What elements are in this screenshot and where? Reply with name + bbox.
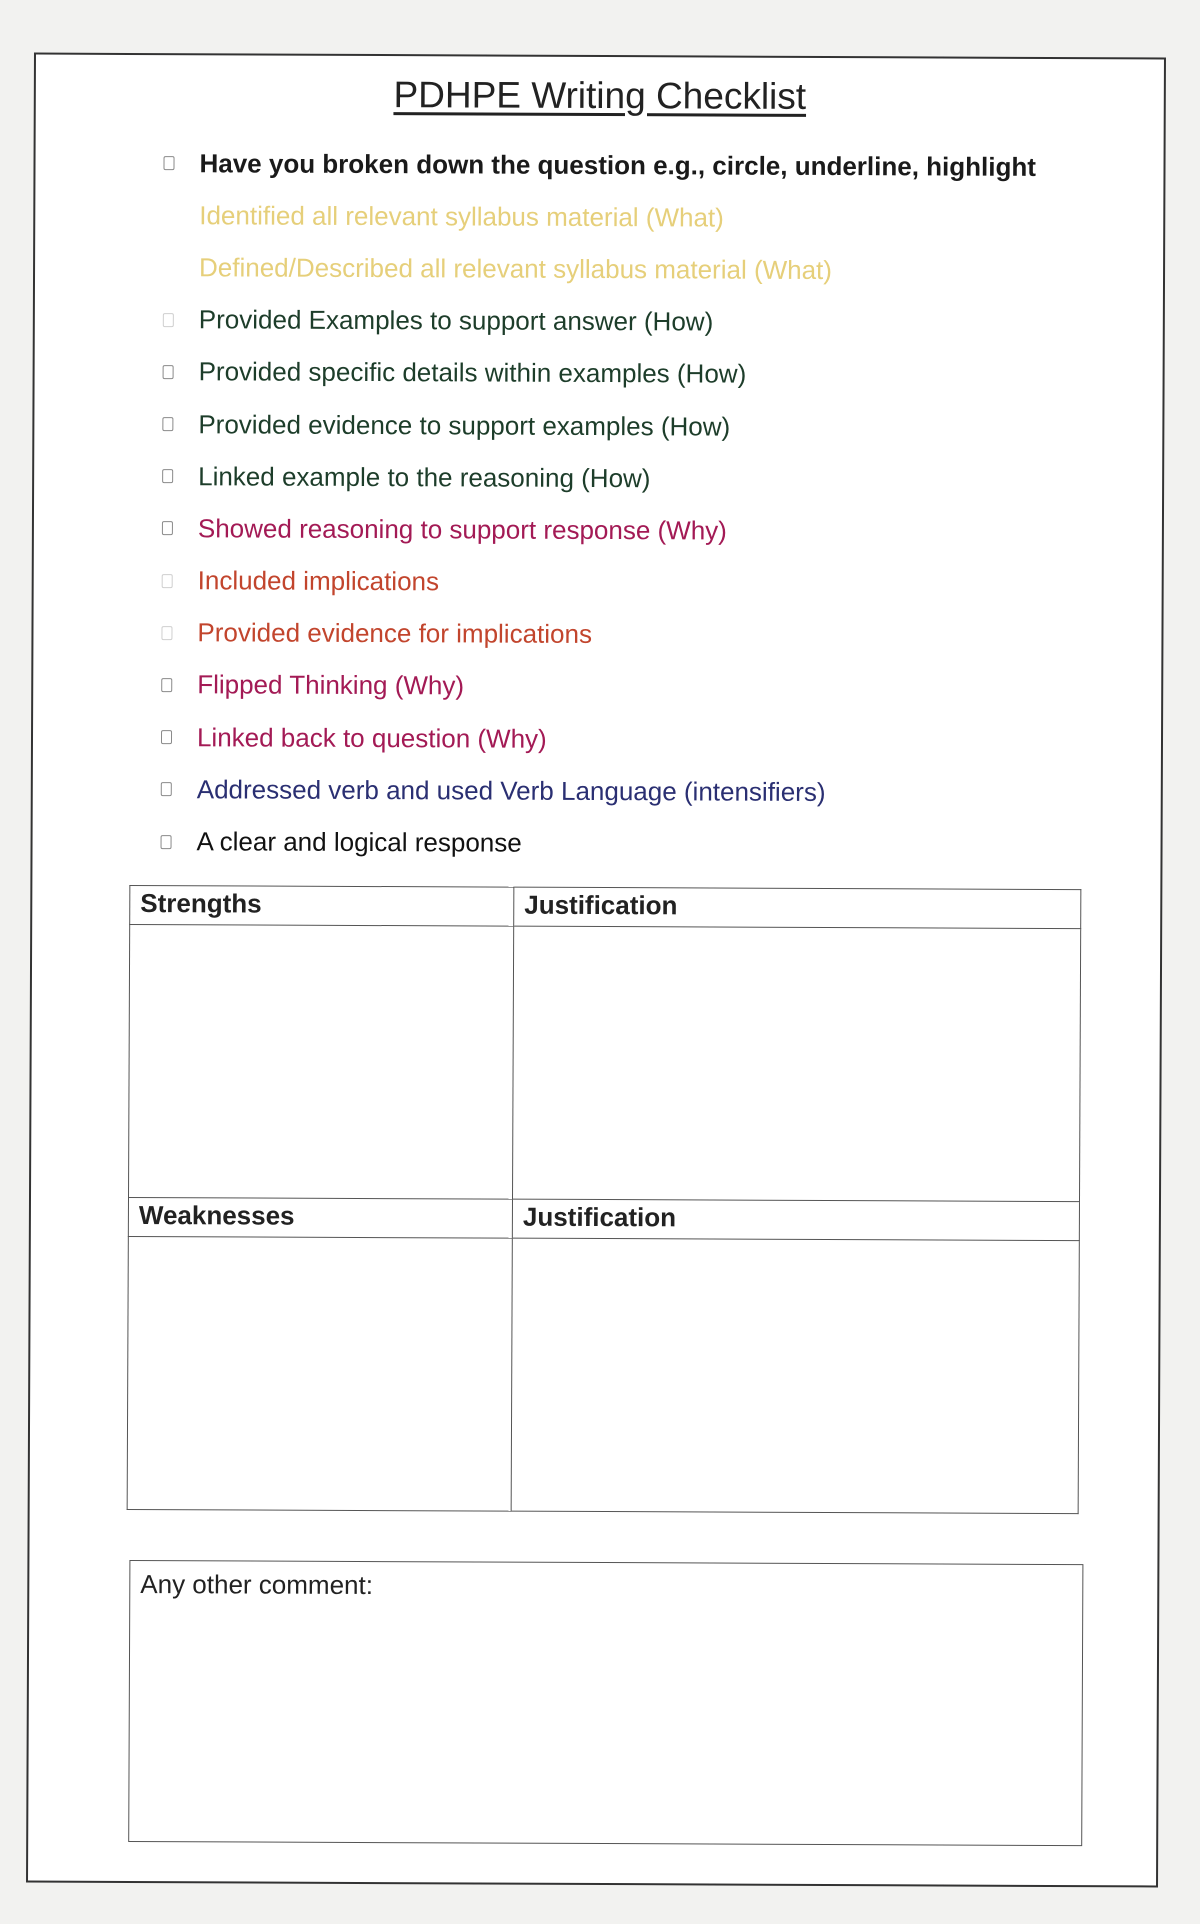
checklist-item	[160, 816, 1080, 872]
checklist-item-label: Addressed verb and used Verb Language (intensifiers)	[196, 774, 826, 807]
checklist-item	[162, 450, 1082, 506]
weaknesses-justification-header: Justification	[512, 1199, 1079, 1241]
worksheet-page	[26, 53, 1166, 1888]
checklist-item-label: Identified all relevant syllabus material (What)	[199, 200, 724, 233]
checkbox[interactable]	[162, 417, 173, 431]
strengths-justification-header: Justification	[514, 887, 1081, 929]
checklist-item-label: Provided evidence to support examples (How)	[198, 408, 731, 442]
checklist-item	[163, 189, 1083, 245]
checklist-item	[162, 398, 1082, 454]
checkbox[interactable]	[161, 730, 172, 744]
checklist-item	[163, 294, 1083, 350]
checklist-item-label: Defined/Described all relevant syllabus material (What)	[198, 252, 833, 285]
strengths-justification-cell[interactable]	[512, 926, 1080, 1201]
checklist-item	[162, 502, 1082, 558]
checklist-item-label: Linked back to question (Why)	[196, 721, 547, 754]
checkbox[interactable]	[162, 469, 173, 483]
comment-label: Any other comment:	[140, 1569, 374, 1601]
checkbox[interactable]	[163, 156, 174, 170]
checklist-item-label: Showed reasoning to support response (Why)	[197, 513, 727, 546]
checkbox[interactable]	[162, 522, 173, 536]
strengths-header: Strengths	[130, 885, 514, 926]
writing-checklist	[160, 137, 1083, 872]
checkbox[interactable]	[163, 365, 174, 379]
checkbox[interactable]	[162, 574, 173, 588]
checklist-item	[161, 659, 1081, 715]
page-title: PDHPE Writing Checklist	[393, 74, 807, 117]
checklist-item-label: Linked example to the reasoning (How)	[198, 460, 651, 493]
checklist-item	[161, 763, 1081, 819]
checkbox[interactable]	[161, 835, 172, 849]
checklist-item-label: A clear and logical response	[196, 826, 522, 858]
checkbox[interactable]	[161, 782, 172, 796]
checklist-item-label: Provided Examples to support answer (How)	[198, 304, 714, 337]
checklist-item-label: Flipped Thinking (Why)	[197, 669, 465, 701]
checkbox[interactable]	[163, 313, 174, 327]
strengths-weaknesses-table	[127, 885, 1082, 1514]
checklist-item-label: Provided evidence for implications	[197, 617, 593, 650]
checklist-item	[161, 711, 1081, 767]
checklist-item-label: Included implications	[197, 565, 440, 597]
weaknesses-header: Weaknesses	[128, 1197, 512, 1238]
weaknesses-justification-cell[interactable]	[511, 1238, 1079, 1513]
weaknesses-cell[interactable]	[127, 1237, 512, 1511]
checklist-item	[163, 241, 1083, 297]
checklist-item	[163, 137, 1083, 193]
checklist-item	[162, 555, 1082, 611]
strengths-cell[interactable]	[129, 925, 514, 1199]
checkbox[interactable]	[161, 626, 172, 640]
comment-box[interactable]	[128, 1560, 1083, 1846]
checkbox[interactable]	[161, 678, 172, 692]
checklist-item	[161, 607, 1081, 663]
checklist-item-label: Provided specific details within examples (How)	[198, 356, 747, 389]
checklist-item	[162, 346, 1082, 402]
checklist-item-label: Have you broken down the question e.g., circle, underline, highlight	[199, 147, 1037, 182]
